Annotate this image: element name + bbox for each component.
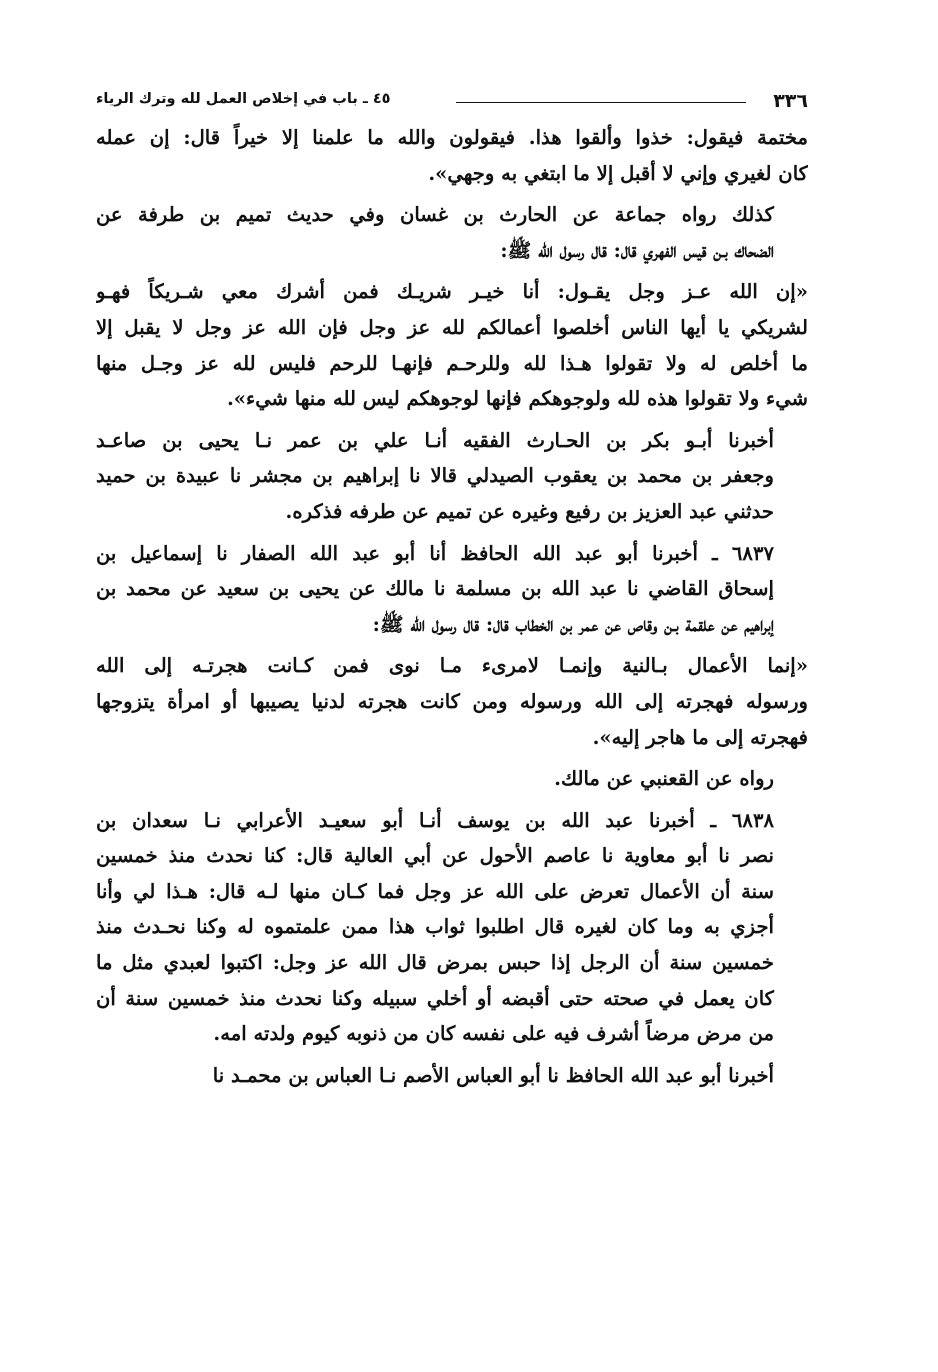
text-line: خمسين سنة أن الرجل إذا حبس بمرض قال الله عز وجل: اكتبوا لعبدي مثل ما (96, 951, 774, 975)
text-line: «إنما الأعمال بـالنية وإنمـا لامرىء مـا نوى فمن كـانت هجرتـه إلى الله (96, 654, 808, 678)
text-line: كان لغيري وإني لا أقبل إلا ما ابتغي به وجهي». (428, 161, 808, 185)
text-line: «إن الله عـز وجل يقـول: أنا خيـر شريـك فمن أشرك معي شـريكاً فهـو (96, 280, 808, 304)
text-line: أجزي به وما كان لغيره قال اطلبوا ثواب هذا ممن علمتموه له وكنا نحـدث منذ (96, 915, 774, 939)
text-line: إبراهيم عن علقمة بـن وقاص عن عمر بن الخطاب قال: قال رسول الله ﷺ: (372, 612, 774, 636)
text-line: سنة أن الأعمال تعرض على الله عز وجل فما كـان منها لـه قال: هـذا لي وأنا (96, 879, 774, 903)
text-line: كذلك رواه جماعة عن الحارث بن غسان وفي حديث تميم بن طرفة عن (96, 203, 774, 227)
paragraph (96, 648, 808, 755)
header-rule (456, 102, 746, 103)
paragraph (96, 423, 808, 530)
text-line: ٦٨٣٧ ـ أخبرنا أبو عبد الله الحافظ أنا أبو عبد الله الصفار نا إسماعيل بن (96, 541, 774, 565)
paragraph (96, 761, 808, 797)
text-line: لشريكي يا أيها الناس أخلصوا أعمالكم لله عز وجل فإن الله عز وجل لا يقبل إلا (96, 315, 808, 339)
paragraph (96, 803, 808, 1052)
running-title: ٤٥ ـ باب في إخلاص العمل لله وترك الرياء (96, 91, 391, 107)
paragraph (96, 120, 808, 191)
text-line: ما أخلص له ولا تقولوا هـذا لله وللرحـم فإنهـا للرحم فليس لله عز وجـل منها (96, 351, 808, 375)
page-number: ٣٣٦ (773, 90, 808, 112)
text-line: من مرض مرضاً أشرف فيه على نفسه كان من ذنوبه كيوم ولدته امه. (213, 1022, 774, 1046)
text-line: نصر نا أبو معاوية نا عاصم الأحول عن أبي العالية قال: كنا نحدث منذ خمسين (96, 844, 774, 868)
text-line: أخبرنا أبو عبد الله الحافظ نا أبو العباس الأصم نـا العباس بن محمـد نا (212, 1063, 774, 1087)
text-line: وجعفر بن محمد بن يعقوب الصيدلي قالا نا إبراهيم بن مجشر نا عبيدة بن حميد (96, 464, 774, 488)
text-line: شيء ولا تقولوا هذه لله ولوجوهكم فإنها لوجوهكم ليس لله منها شيء». (226, 387, 808, 411)
text-line: رواه عن القعنبي عن مالك. (554, 767, 774, 791)
paragraph (96, 274, 808, 416)
text-line: ٦٨٣٨ ـ أخبرنا عبد الله بن يوسف أنـا أبو سعيـد الأعرابي نـا سعدان بن (96, 808, 774, 832)
text-line: الضحاك بـن قيس الفهري قال: قال رسول الله ﷺ: (500, 238, 774, 262)
text-line: أخبرنا أبـو بكر بن الحـارث الفقيه أنـا علي بن عمر نـا يحيى بن صاعـد (96, 428, 774, 452)
text-line: فهجرته إلى ما هاجر إليه». (592, 725, 808, 749)
page-header (96, 80, 808, 120)
text-line: إسحاق القاضي نا عبد الله بن مسلمة نا مالك عن يحيى بن سعيد عن محمد بن (96, 577, 774, 601)
paragraph (96, 197, 808, 268)
book-page (96, 80, 808, 1099)
paragraph (96, 1058, 808, 1094)
text-line: كان يعمل في صحته حتى أقبضه أو أخلي سبيله وكنا نحدث منذ خمسين سنة أن (96, 986, 774, 1010)
paragraph (96, 536, 808, 643)
text-line: حدثني عبد العزيز بن رفيع وغيره عن تميم عن طرفه فذكره. (285, 499, 774, 523)
text-line: ورسوله فهجرته إلى الله ورسوله ومن كانت هجرته لدنيا يصيبها أو امرأة يتزوجها (96, 689, 808, 713)
text-line: مختمة فيقول: خذوا وألقوا هذا. فيقولون والله ما علمنا إلا خيراً قال: إن عمله (96, 126, 808, 149)
page-body (96, 120, 808, 1093)
